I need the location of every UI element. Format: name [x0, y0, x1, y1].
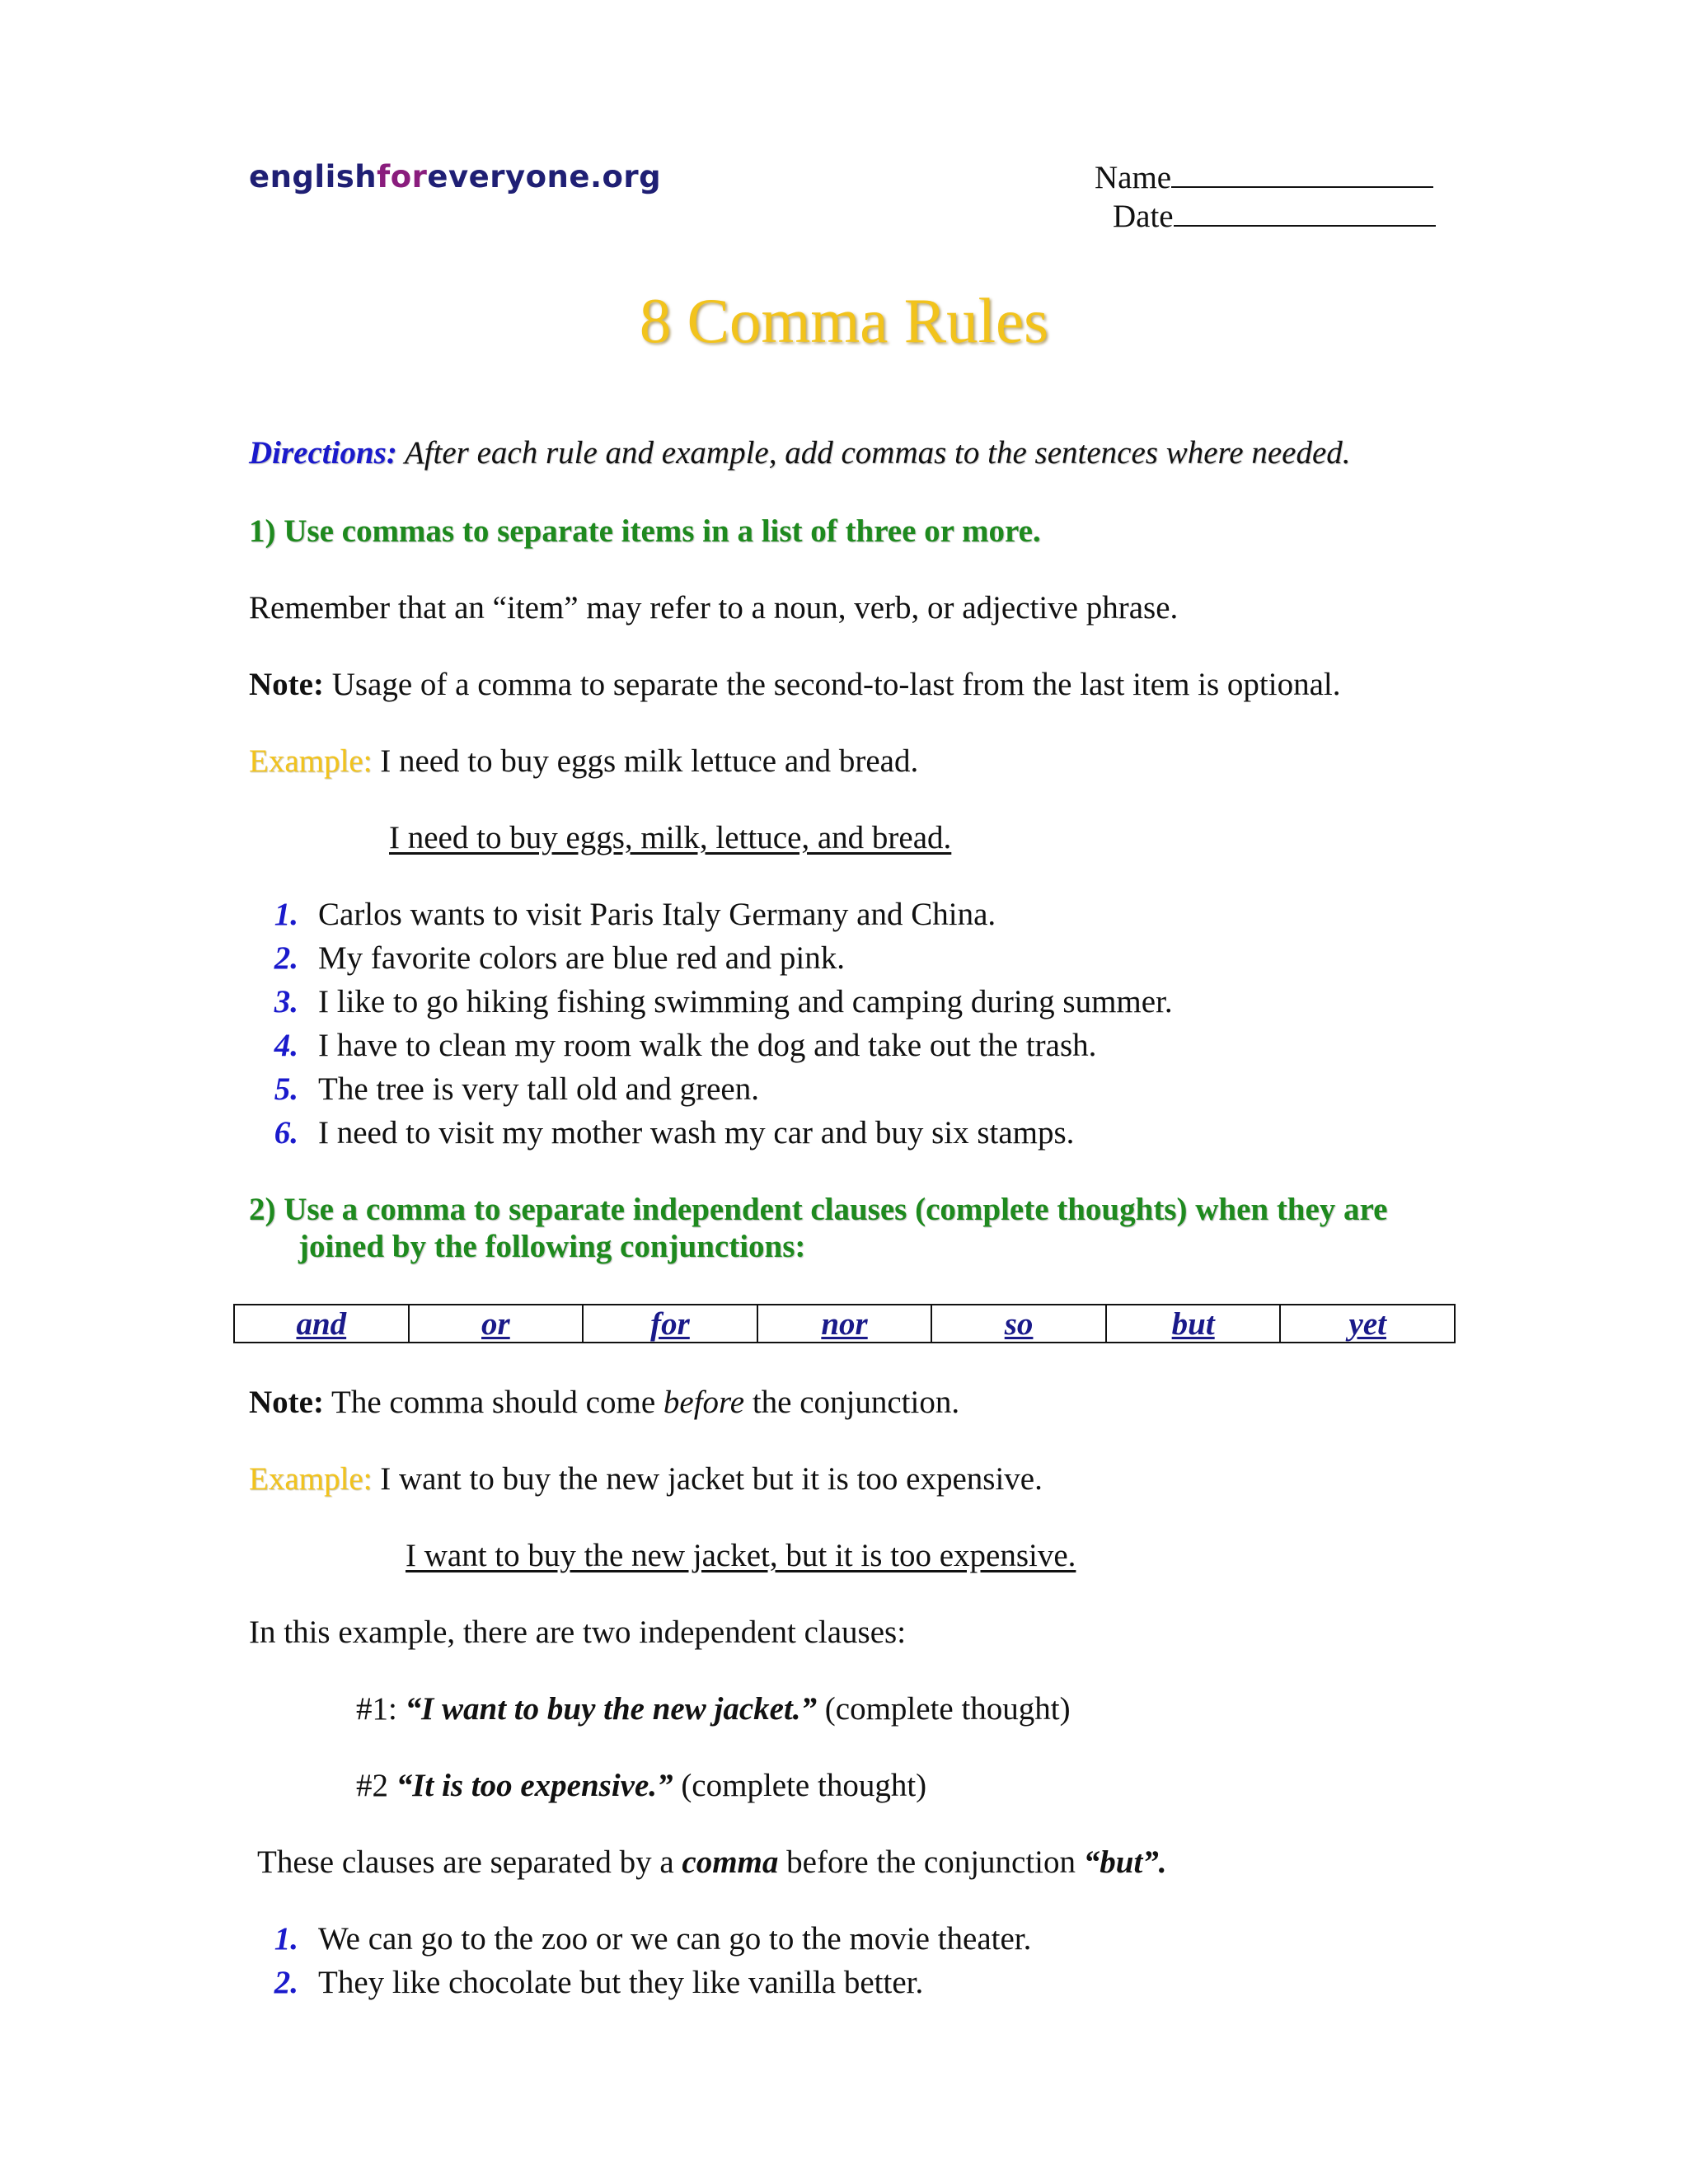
rule-1-example: [249, 743, 918, 780]
item-text: The tree is very tall old and green.: [318, 1071, 759, 1107]
item-text: I have to clean my room walk the dog and take out the trash.: [318, 1028, 1097, 1063]
rule-1-example-answer: I need to buy eggs, milk, lettuce, and bread.: [389, 820, 952, 855]
rule-2-note: [249, 1384, 959, 1421]
name-blank[interactable]: [1171, 162, 1433, 188]
item-text: We can go to the zoo or we can go to the movie theater.: [318, 1921, 1032, 1957]
name-field[interactable]: [1095, 159, 1433, 196]
rule-2-example-answer: I want to buy the new jacket, but it is too expensive.: [406, 1538, 1076, 1573]
rule-1-item: [249, 896, 996, 933]
item-text: They like chocolate but they like vanilla better.: [318, 1965, 924, 2000]
rule-2-explain: In this example, there are two independent clauses:: [249, 1615, 907, 1650]
rule-2-separation: [257, 1844, 1167, 1881]
item-text: Carlos wants to visit Paris Italy Germany and China.: [318, 897, 996, 932]
date-blank[interactable]: [1174, 200, 1436, 227]
rule-1-item: [249, 1027, 1096, 1064]
item-text: I need to visit my mother wash my car and buy six stamps.: [318, 1115, 1075, 1151]
rule-1-item: [249, 940, 845, 977]
rule-1-item: [249, 983, 1173, 1020]
page-title: 8 Comma Rules: [639, 285, 1049, 356]
conjunction-cell: yet: [1348, 1306, 1386, 1342]
clause-2: [356, 1767, 926, 1804]
logo-text-everyone: everyone.org: [427, 159, 662, 194]
name-label: Name: [1095, 160, 1172, 195]
note-text-post: the conjunction.: [744, 1385, 960, 1420]
logo-text-for: for: [377, 159, 428, 194]
item-number: 5.: [274, 1071, 298, 1107]
note-text-emphasis: before: [663, 1385, 745, 1420]
separation-text-mid: before the conjunction: [778, 1844, 1084, 1880]
separation-emphasis-comma: comma: [682, 1844, 779, 1880]
item-number: 4.: [274, 1028, 298, 1063]
item-number: 2.: [274, 940, 298, 976]
note-label: Note:: [249, 667, 324, 702]
directions-label: Directions:: [249, 435, 397, 471]
conjunction-cell: but: [1107, 1305, 1282, 1342]
clause-2-label: #2: [356, 1768, 396, 1803]
note-text-pre: The comma should come: [323, 1385, 663, 1420]
conjunctions-table: [233, 1304, 1456, 1343]
item-number: 2.: [274, 1965, 298, 2000]
rule-1-heading: 1) Use commas to separate items in a list of three or more.: [249, 513, 1041, 549]
note-label: Note:: [249, 1385, 324, 1420]
conjunction-cell: and: [235, 1305, 410, 1342]
date-label: Date: [1113, 199, 1174, 234]
date-field[interactable]: [1113, 198, 1436, 235]
clause-1-quote: “I want to buy the new jacket.”: [405, 1691, 818, 1727]
rule-1-item: [249, 1114, 1074, 1151]
example-label: Example:: [249, 1461, 373, 1497]
conjunction-cell: for: [584, 1305, 758, 1342]
item-number: 1.: [274, 897, 298, 932]
rule-1-remember: Remember that an “item” may refer to a noun, verb, or adjective phrase.: [249, 590, 1179, 626]
directions: [249, 434, 1351, 471]
conjunction-cell: nor: [758, 1305, 933, 1342]
clause-2-quote: “It is too expensive.”: [396, 1768, 673, 1803]
example-text: I want to buy the new jacket but it is too expensive.: [372, 1461, 1043, 1497]
directions-text: After each rule and example, add commas to the sentences where needed.: [396, 435, 1351, 471]
clause-1: [356, 1690, 1071, 1727]
separation-text-pre: These clauses are separated by a: [257, 1844, 682, 1880]
item-text: My favorite colors are blue red and pink.: [318, 940, 845, 976]
logo-text-english: english: [249, 159, 377, 194]
item-text: I like to go hiking fishing swimming and camping during summer.: [318, 984, 1173, 1019]
note-text: Usage of a comma to separate the second-to-last from the last item is optional.: [323, 667, 1341, 702]
site-logo: [249, 159, 661, 194]
item-number: 3.: [274, 984, 298, 1019]
separation-emphasis-but: “but”.: [1083, 1844, 1167, 1880]
item-number: 6.: [274, 1115, 298, 1151]
conjunction-cell: or: [410, 1305, 584, 1342]
example-text: I need to buy eggs milk lettuce and bread.: [372, 743, 919, 779]
example-label: Example:: [249, 743, 373, 779]
rule-2-item: [249, 1964, 923, 2001]
clause-2-note: (complete thought): [673, 1768, 927, 1803]
rule-2-item: [249, 1920, 1031, 1957]
conjunction-cell: so: [932, 1305, 1107, 1342]
rule-2-example: [249, 1460, 1043, 1497]
rule-2-heading-line-1: 2) Use a comma to separate independent clauses (complete thoughts) when they are: [249, 1192, 1388, 1227]
rule-1-note: [249, 666, 1341, 703]
clause-1-label: #1:: [356, 1691, 406, 1727]
item-number: 1.: [274, 1921, 298, 1957]
rule-2-heading-line-2: joined by the following conjunctions:: [298, 1229, 806, 1264]
rule-1-item: [249, 1071, 759, 1108]
clause-1-note: (complete thought): [817, 1691, 1071, 1727]
